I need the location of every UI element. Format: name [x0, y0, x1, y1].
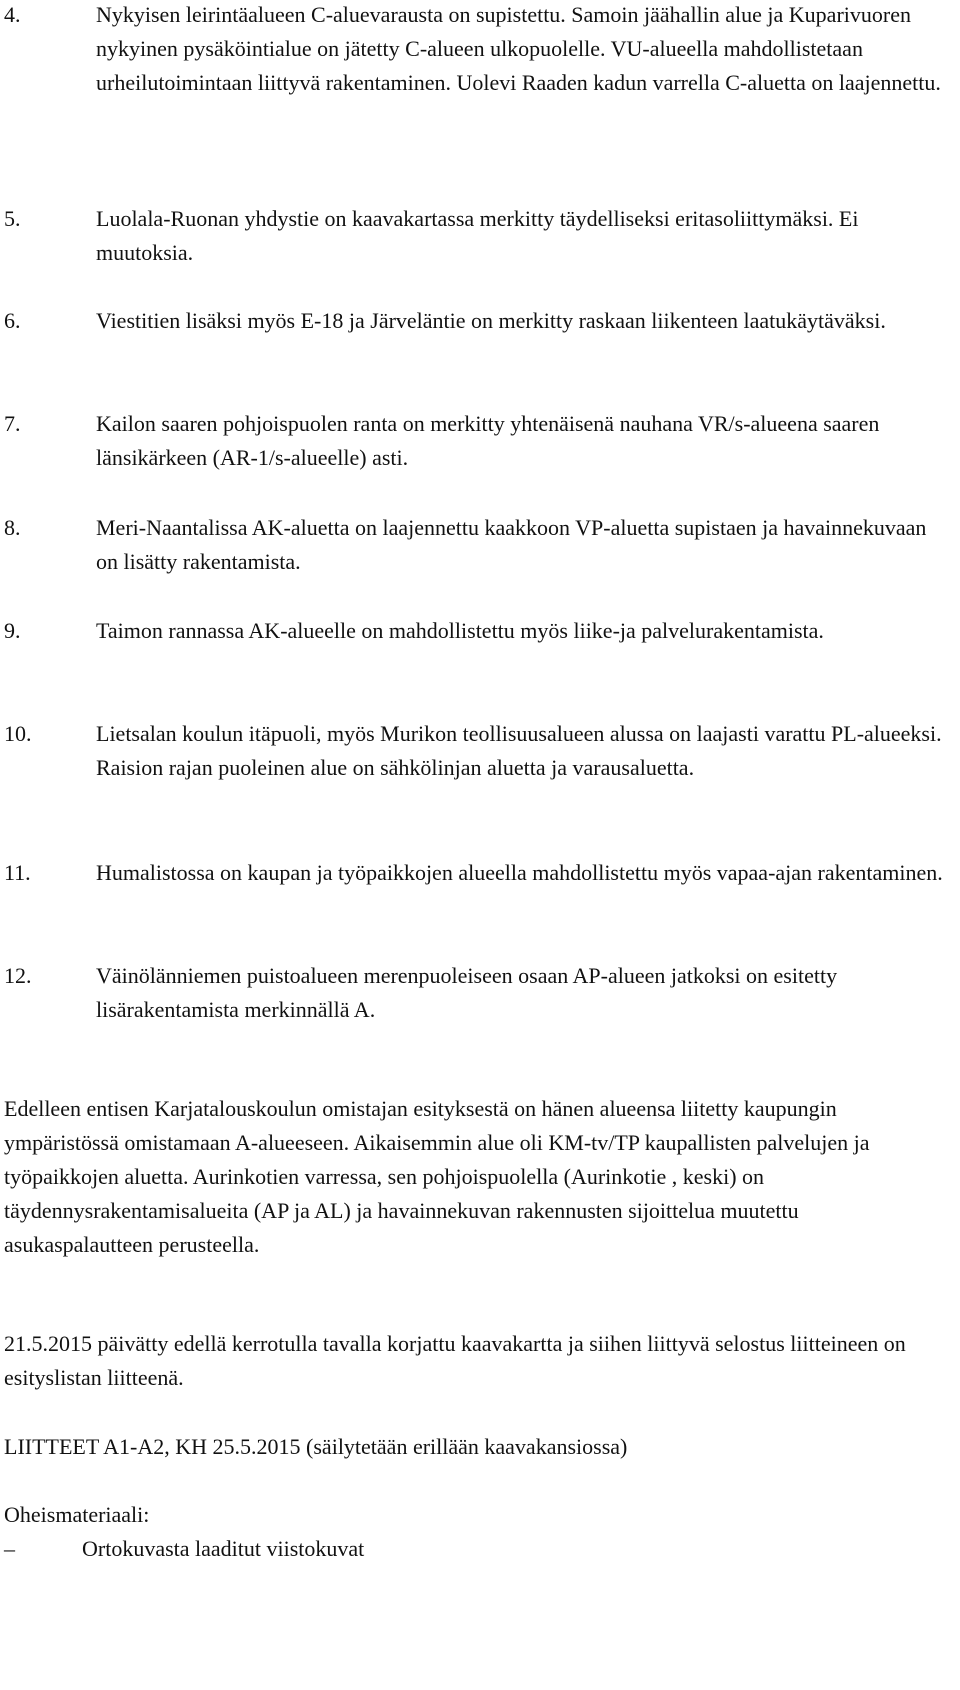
list-item-text: Kailon saaren pohjoispuolen ranta on merkitty yhtenäisenä nauhana VR/s-alueena saaren länsikärkeen (AR-1/s-alueelle) asti.: [96, 411, 880, 470]
list-item-text: Luolala-Ruonan yhdystie on kaavakartassa merkitty täydelliseksi eritasoliittymäksi. Ei muutoksia.: [96, 206, 859, 265]
list-item-text: Lietsalan koulun itäpuoli, myös Murikon teollisuusalueen alussa on laajasti varattu PL-alueeksi. Raision rajan puoleinen alue on sähkölinjan aluetta ja varausaluetta.: [96, 721, 942, 780]
list-item-number: 11.: [4, 860, 31, 885]
list-item: [4, 717, 950, 785]
list-item: [4, 614, 950, 648]
list-item-number: 10.: [4, 721, 32, 746]
list-item-text: Meri-Naantalissa AK-aluetta on laajennettu kaakkoon VP-aluetta supistaen ja havainnekuvaan on lisätty rakentamista.: [96, 515, 927, 574]
list-item-text: Taimon rannassa AK-alueelle on mahdollistettu myös liike-ja palvelurakentamista.: [96, 618, 824, 643]
list-item: [4, 407, 950, 475]
karjatalouskoulu-paragraph: Edelleen entisen Karjatalouskoulun omistajan esityksestä on hänen alueensa liitetty kaupungin ympäristössä omistamaan A-alueeseen. Aikaisemmin alue oli KM-tv/TP kaupallisten palvelujen ja työpaikkojen aluetta. Aurinkotien varressa, sen pohjoispuolella (Aurinkotie , keski) on täydennysrakentamisalueita (AP ja AL) ja havainnekuvan rakennusten sijoittelua muutettu asukaspalautteen perusteella.: [4, 1096, 870, 1257]
paivitetty-paragraph: 21.5.2015 päivätty edellä kerrotulla tavalla korjattu kaavakartta ja siihen liittyvä selostus liitteineen on esityslistan liitteenä.: [4, 1331, 906, 1390]
list-item-number: 9.: [4, 618, 21, 643]
list-item: [4, 511, 950, 579]
list-item-number: 12.: [4, 963, 32, 988]
list-item-number: 5.: [4, 206, 21, 231]
list-item-number: 7.: [4, 411, 21, 436]
list-item-text: Nykyisen leirintäalueen C-aluevarausta on supistettu. Samoin jäähallin alue ja Kuparivuoren nykyinen pysäköintialue on jätetty C-alueen ulkopuolelle. VU-alueella mahdollistetaan urheilutoimintaan liittyvä rakentaminen. Uolevi Raaden kadun varrella C-aluetta on laajennettu.: [96, 2, 941, 95]
list-item-number: 6.: [4, 308, 21, 333]
list-item: [4, 0, 950, 100]
list-item: [4, 856, 950, 890]
list-item: [4, 959, 950, 1027]
list-item-text: Väinölänniemen puistoalueen merenpuoleiseen osaan AP-alueen jatkoksi on esitetty lisärakentamista merkinnällä A.: [96, 963, 838, 1022]
list-item: [4, 304, 950, 338]
dash-bullet: –: [4, 1536, 15, 1561]
oheismateriaali-item-text: Ortokuvasta laaditut viistokuvat: [82, 1536, 365, 1561]
liitteet-line: LIITTEET A1-A2, KH 25.5.2015 (säilytetään erillään kaavakansiossa): [4, 1434, 628, 1459]
list-item-number: 4.: [4, 2, 21, 27]
oheismateriaali-item: [4, 1532, 950, 1566]
oheismateriaali-heading: Oheismateriaali:: [4, 1502, 150, 1527]
list-item-text: Humalistossa on kaupan ja työpaikkojen alueella mahdollistettu myös vapaa-ajan rakentaminen.: [96, 860, 943, 885]
list-item-number: 8.: [4, 515, 21, 540]
list-item-text: Viestitien lisäksi myös E-18 ja Järveläntie on merkitty raskaan liikenteen laatukäytäväksi.: [96, 308, 886, 333]
list-item: [4, 202, 950, 270]
